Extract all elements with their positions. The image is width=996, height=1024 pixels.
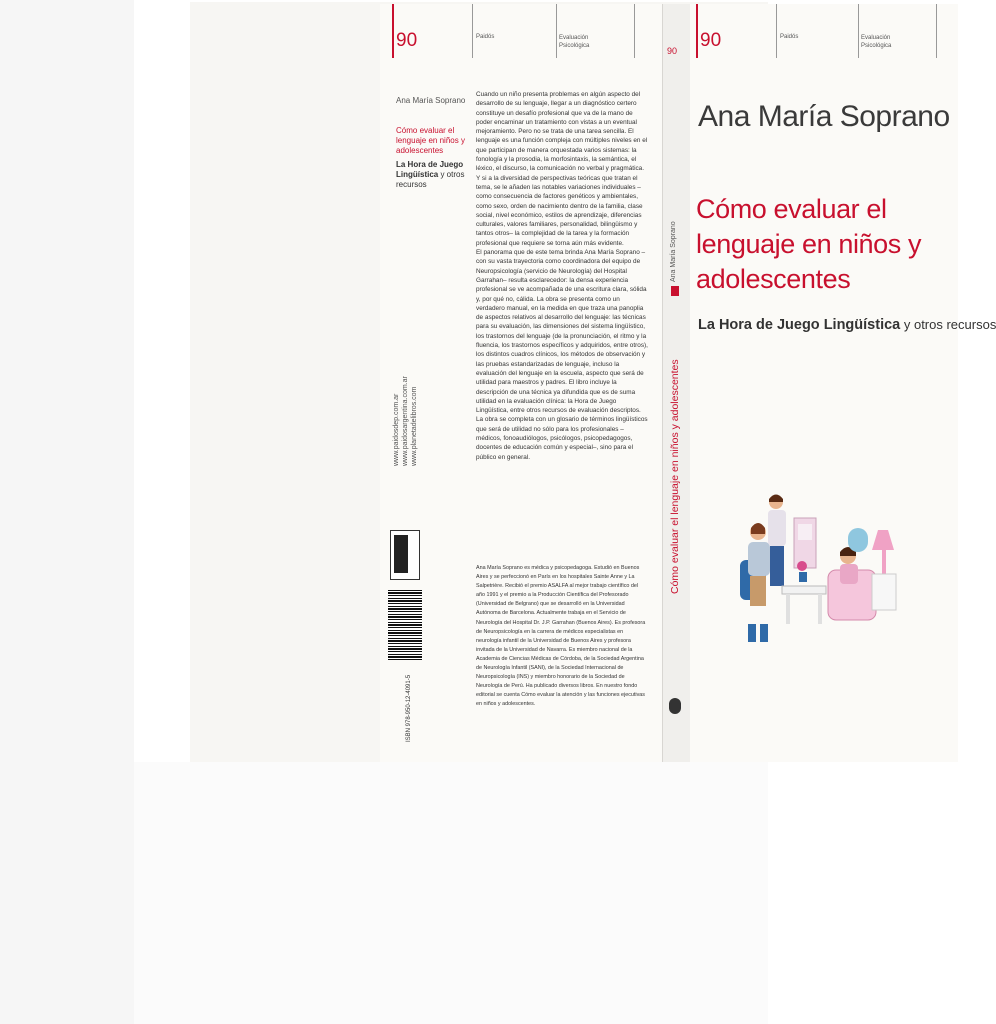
series-name-line: Evaluación: [559, 35, 589, 41]
series-number: 90: [700, 30, 722, 51]
doll-legs: [770, 546, 784, 586]
logo-mark: [394, 535, 408, 573]
front-header-bar: [690, 4, 958, 58]
front-subtitle-bold: La Hora de Juego Lingüística: [698, 317, 901, 333]
header-divider: [936, 4, 937, 58]
blurb-paragraph: Cuando un niño presenta problemas en algún aspecto del desarrollo de su lenguaje, llegar a un diagnóstico certero constituye un desafío profesional que va de la mano de poder encaminar un tratamiento con vistas a un eventual mejoramiento. Pero no se trata de una tarea sencilla. El lenguaje es una función compleja con múltiples niveles en el que participan de manera orquestada varios sistemas: la fonología y la prosodia, la morfosintaxis, la semántica, el léxico, el discurso, la comunicación no verbal y pragmática. Y si a la diversidad de perspectivas teóricas que tratan el tema, se le añaden las notables variaciones individuales –como consecuencia de factores genéticos y ambientales, como sexo, orden de nacimiento dentro de la familia, clase social, nivel económico, estilos de aprendizaje, diferencias culturales, valores familiares, personalidad, bilingüismo y tantos otros– la complejidad de la tarea y la formación profesional que requiere se torna aún más evidente.: [476, 91, 648, 247]
publisher-urls: [392, 376, 419, 466]
toy-balloon: [848, 528, 868, 552]
back-author: Ana María Soprano: [396, 96, 466, 105]
publisher-url: www.paidosargentina.com.ar: [402, 376, 409, 466]
scan-background-left: [0, 0, 134, 1024]
book-spine: [662, 4, 692, 762]
series-name: [559, 34, 619, 50]
publisher-url: www.paidosdep.com.ar: [393, 393, 400, 466]
series-name: [861, 34, 921, 50]
flower-pot: [799, 572, 807, 582]
header-divider: [858, 4, 859, 58]
cabinet-door: [798, 524, 812, 540]
series-name-line: Psicológica: [559, 43, 590, 49]
scan-background-bottom: [134, 762, 768, 1024]
spine-red-mark: [671, 286, 679, 296]
blurb-paragraph: El panorama que de este tema brinda Ana María Soprano –con su vasta trayectoria como coordinadora del equipo de Neuropsicología (servicio de Neurología) del Hospital Garrahan– resulta esclarecedor: la densa experiencia profesional se ve acompañada de una escritura clara, sólida y, por qué no, cálida. La obra se presenta como un verdadero manual, en la medida en que traza una panoplia de aspectos relativos al desarrollo del lenguaje: las técnicas para su evaluación, las dimensiones del sistema lingüístico, los trastornos del lenguaje (de la pronunciación, el ritmo y la fluencia, los trastornos específicos y adquiridos, entre otros), los distintos cuadros clínicos, los métodos de observación y las pruebas estandarizadas de lenguaje, incluso la evaluación del lenguaje en la escuela, aspecto que será de utilidad para maestros y padres. El libro incluye la descripción de una técnica ya difundida que es de suma utilidad en la evaluación clínica: la Hora de Juego Lingüística, entre otros recursos de evaluación descriptos. La obra se completa con un glosario de términos lingüísticos que será de utilidad no sólo para los profesionales –médicos, fonoaudiólogos, psicólogos, psicopedagogos, docentes de educación común y especial–, sino para el público en general.: [476, 249, 648, 461]
back-subtitle-rest: y otros recursos: [396, 170, 465, 189]
isbn: ISBN 978-950-12-4091-5: [406, 674, 412, 742]
toy-dollhouse-illustration: [736, 490, 956, 650]
back-header-bar: [380, 4, 662, 58]
header-divider: [776, 4, 777, 58]
back-cover: [380, 4, 662, 762]
toy-small-chair: [872, 574, 896, 610]
doll-hair: [769, 495, 783, 503]
toy-lamp: [872, 530, 894, 550]
publisher-name: Paidós: [780, 34, 799, 40]
front-title: Cómo evaluar el lenguaje en niños y adolescentes: [696, 194, 922, 294]
series-number: 90: [396, 30, 418, 51]
front-cover: [690, 4, 996, 762]
header-divider: [472, 4, 473, 58]
barcode-icon: [388, 590, 422, 660]
lamp-stand: [882, 550, 886, 574]
chair-leg: [748, 624, 756, 642]
publisher-logo-icon: [390, 530, 420, 580]
series-name-line: Evaluación: [861, 35, 891, 41]
spine-number: 90: [667, 46, 678, 56]
chair-leg: [760, 624, 768, 642]
toy-table: [782, 586, 826, 594]
publisher-url: www.planetadelibros.com: [411, 386, 418, 466]
front-subtitle: [698, 317, 996, 333]
author-bio: Ana María Soprano es médica y psicopedagoga. Estudió en Buenos Aires y se perfeccionó en París en los hospitales Sainte Anne y La Salpetrière. Recibió el premio ASALFA al mejor trabajo científico del año 1991 y el premio a la Producción Científica del Profesorado (Universidad de Belgrano) que se desarrolló en la Universidad Autónoma de Barcelona. Actualmente trabaja en el Servicio de Neurología del Hospital Dr. J.P. Garrahan (Buenos Aires). Es profesora de Neuropsicología en la carrera de médicos especialistas en neurología infantil de la Universidad de Buenos Aires y profesora invitada de la Universidad de Navarra. Es miembro nacional de la Academia de Ciencias Médicas de Córdoba, de la Sociedad Argentina de Neurología Infantil (SANI), de la Sociedad Internacional de Neuropsicología (INS) y miembro honorario de la Sociedad de Neurología de Perú. Ha publicado diversos libros. En nuestro fondo editorial se cuenta Cómo evaluar la atención y las funciones ejecutivas en niños y adolescentes.: [476, 565, 646, 708]
publisher-name: Paidós: [476, 34, 495, 40]
doll-hair: [751, 523, 765, 534]
table-leg: [818, 594, 822, 624]
table-leg: [786, 594, 790, 624]
back-subtitle-bold: La Hora de Juego Lingüística: [396, 160, 464, 179]
front-author: Ana María Soprano: [698, 100, 950, 133]
spine-logo-icon: [669, 698, 681, 714]
spine-author: Ana María Soprano: [670, 221, 677, 282]
book-cover-scan: [190, 2, 996, 762]
doll-legs: [750, 576, 766, 606]
back-title: Cómo evaluar el lenguaje en niños y adolescentes: [396, 126, 465, 155]
header-red-rule: [696, 4, 698, 58]
front-subtitle-rest: y otros recursos: [900, 317, 996, 332]
series-name-line: Psicológica: [861, 43, 892, 49]
back-subtitle: [396, 160, 466, 190]
spine-title: Cómo evaluar el lenguaje en niños y adolescentes: [669, 359, 681, 594]
header-red-rule: [392, 4, 394, 58]
back-blurb: [476, 90, 648, 462]
toy-flowers: [797, 561, 807, 571]
header-divider: [556, 4, 557, 58]
doll-body: [840, 564, 858, 584]
header-divider: [634, 4, 635, 58]
doll-body: [768, 510, 786, 546]
doll-body: [748, 542, 770, 576]
